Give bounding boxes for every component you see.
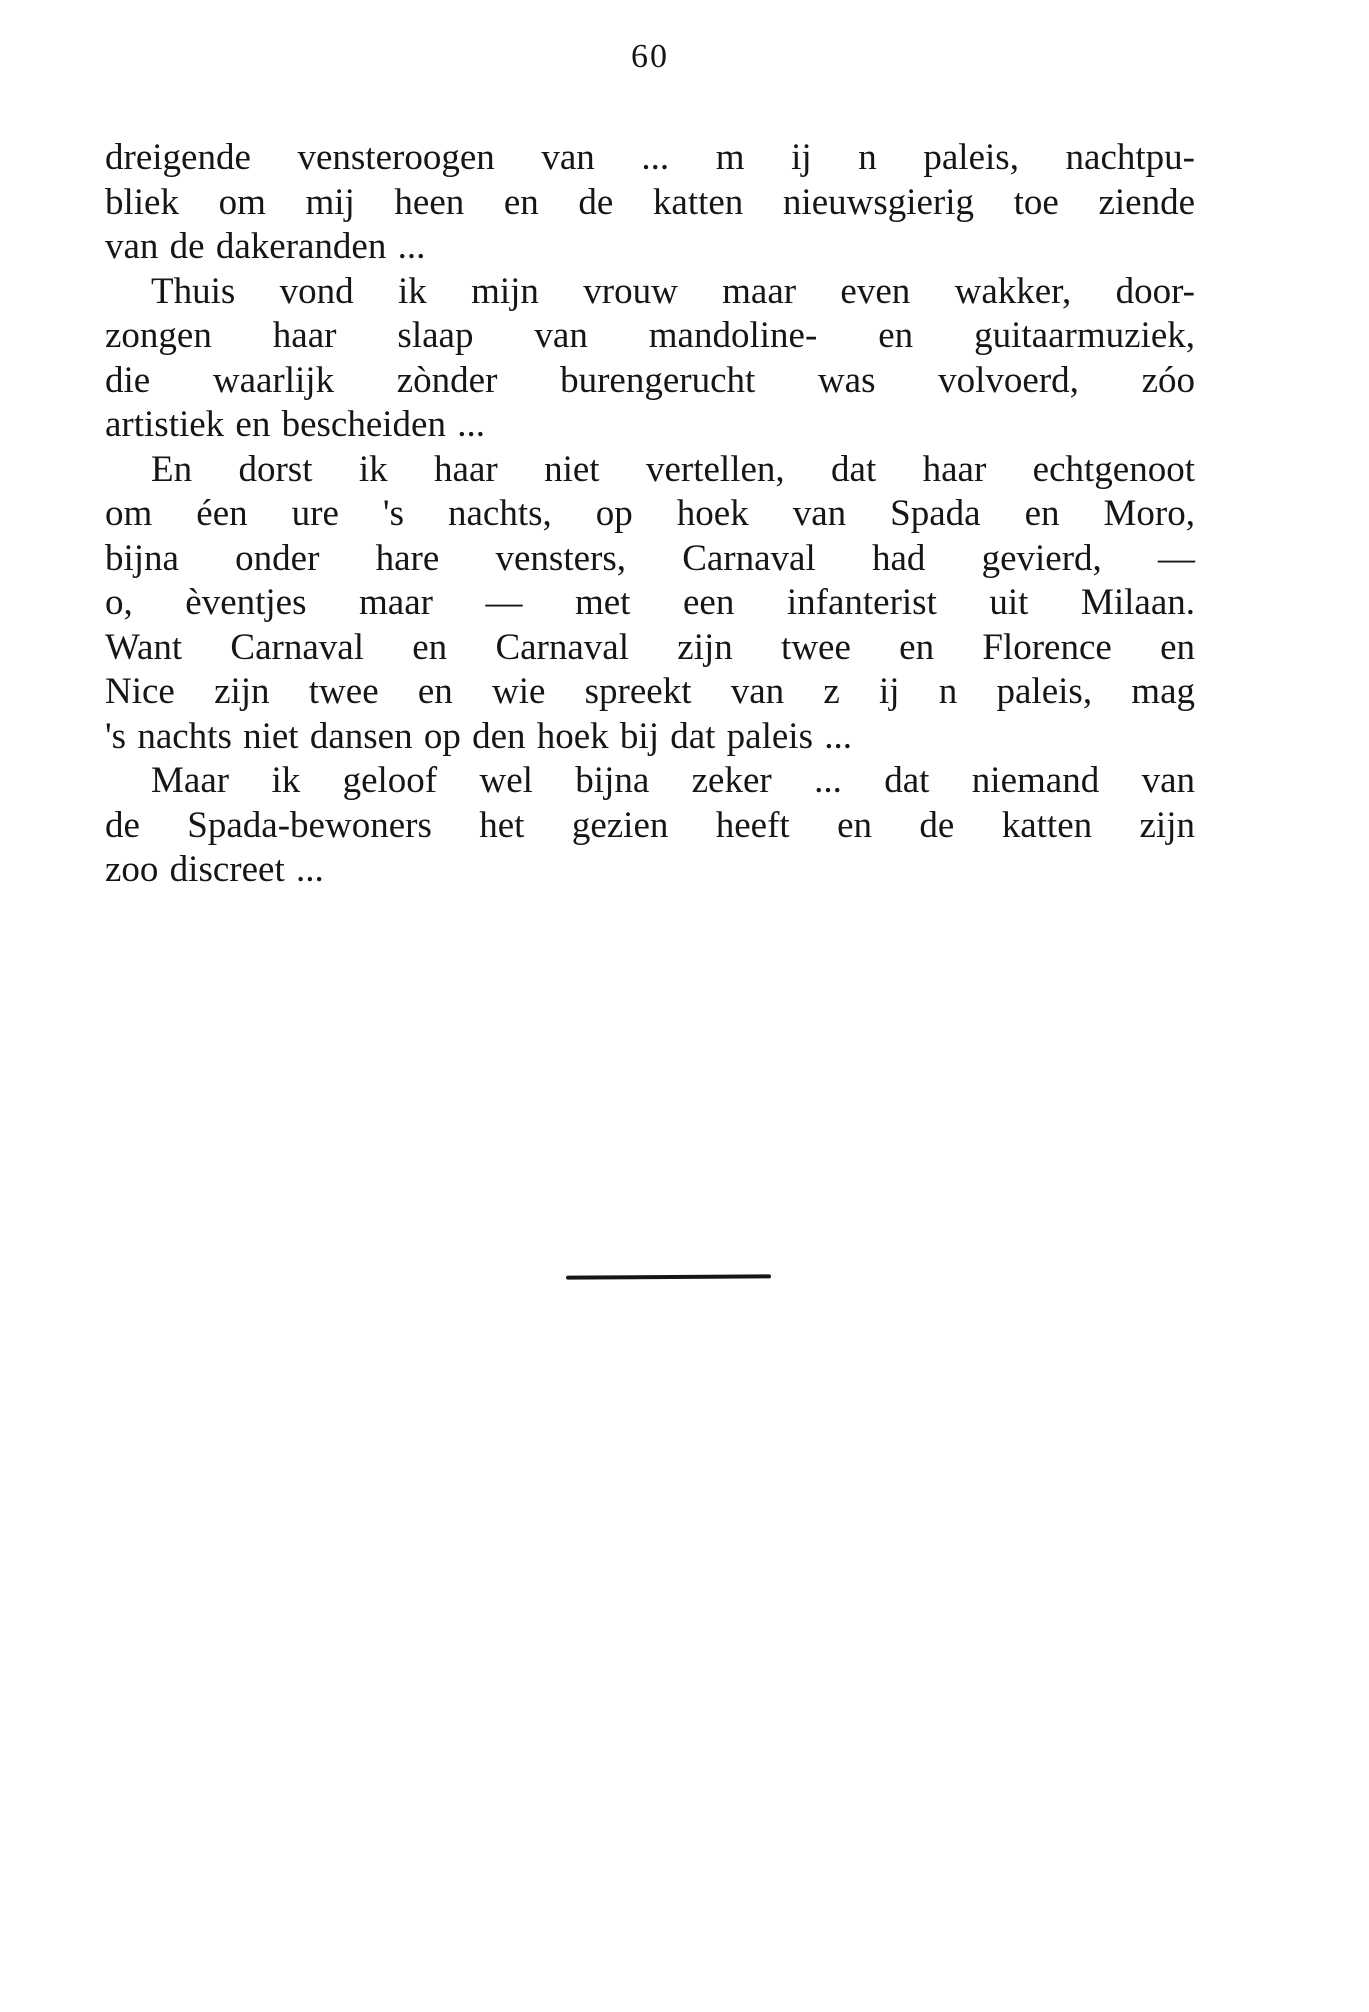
text-line: zongen haar slaap van mandoline- en guitaarmuziek,: [105, 315, 1195, 356]
text-line: Thuis vond ik mijn vrouw maar even wakker, door-: [151, 270, 1195, 312]
text-line: Want Carnaval en Carnaval zijn twee en Florence en: [105, 626, 1195, 668]
text-line: bliek om mij heen en de katten nieuwsgierig toe ziende: [105, 181, 1195, 223]
text-line: die waarlijk zònder burengerucht was volvoerd, zóo: [105, 359, 1195, 401]
text-line: bijna onder hare vensters, Carnaval had gevierd, —: [105, 537, 1195, 579]
text-block: [105, 136, 1195, 893]
text-line: Nice zijn twee en wie spreekt van z ij n paleis, mag: [105, 671, 1195, 712]
section-divider-rule: [566, 1274, 771, 1279]
text-line: om éen ure 's nachts, op hoek van Spada en Moro,: [105, 493, 1195, 534]
text-line: dreigende vensteroogen van ... m ij n paleis, nachtpu-: [105, 137, 1195, 178]
text-line: En dorst ik haar niet vertellen, dat haar echtgenoot: [151, 448, 1195, 490]
text-line: artistiek en bescheiden ...: [105, 404, 485, 445]
text-line: zoo discreet ...: [105, 849, 324, 890]
text-line: 's nachts niet dansen op den hoek bij dat paleis ...: [105, 715, 852, 757]
text-line: Maar ik geloof wel bijna zeker ... dat niemand van: [151, 760, 1195, 801]
text-line: o, èventjes maar — met een infanterist uit Milaan.: [105, 582, 1195, 623]
text-line: de Spada-bewoners het gezien heeft en de katten zijn: [105, 804, 1195, 846]
page-number: 60: [631, 38, 669, 75]
text-line: van de dakeranden ...: [105, 226, 426, 267]
